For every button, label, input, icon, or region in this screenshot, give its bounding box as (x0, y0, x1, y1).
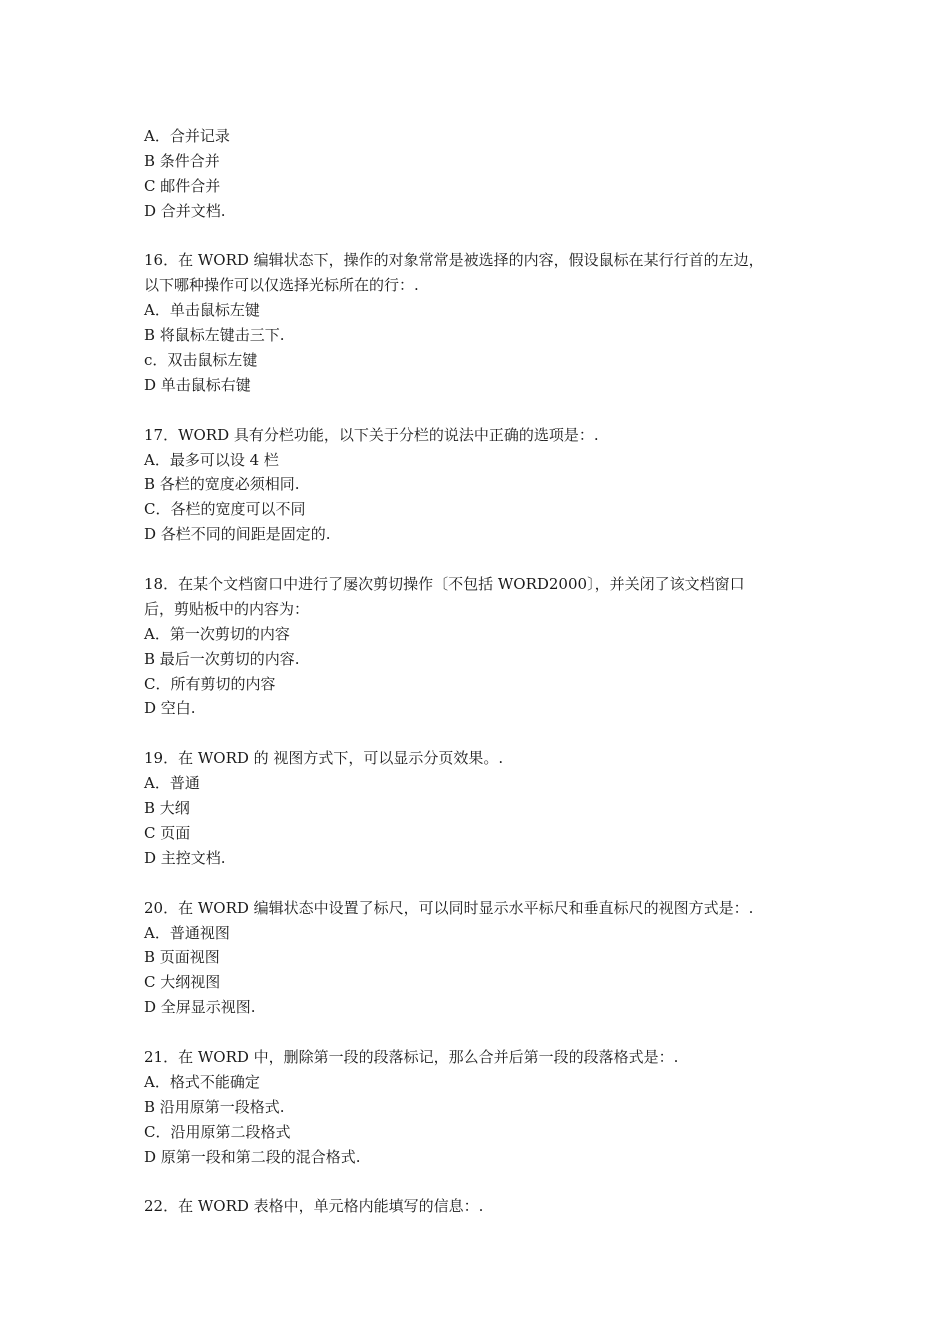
spacer (144, 547, 824, 572)
option-line: C．沿用原第二段格式 (144, 1122, 291, 1141)
option-line: B 条件合并 (144, 151, 220, 170)
spacer (144, 1169, 824, 1194)
option-line: B 大纲 (144, 799, 190, 818)
question-22 (144, 1194, 824, 1219)
option-line: A．合并记录 (144, 127, 230, 145)
question-stem: 16．在 WORD 编辑状态下，操作的对象常常是被选择的内容，假设鼠标在某行行首的左边， (144, 251, 764, 270)
option-line: D 空白. (144, 699, 196, 718)
question-stem: 17．WORD 具有分栏功能，以下关于分栏的说法中正确的选项是：. (144, 425, 599, 444)
option-line: C．各栏的宽度可以不同 (144, 500, 306, 519)
option-line: A．第一次剪切的内容 (144, 624, 290, 643)
lead-options (144, 124, 824, 224)
option-line: B 沿用原第一段格式. (144, 1097, 285, 1116)
option-line: D 合并文档. (144, 201, 226, 220)
question-stem: 20．在 WORD 编辑状态中设置了标尺，可以同时显示水平标尺和垂直标尺的视图方式是：. (144, 898, 754, 917)
spacer (144, 871, 824, 896)
option-line: B 最后一次剪切的内容. (144, 649, 300, 668)
option-line: B 页面视图 (144, 948, 220, 967)
option-line: D 主控文档. (144, 848, 226, 867)
option-line: D 各栏不同的间距是固定的. (144, 525, 331, 544)
document-page (144, 124, 824, 1219)
spacer (144, 1020, 824, 1045)
option-line: c．双击鼠标左键 (144, 351, 258, 370)
option-line: C．所有剪切的内容 (144, 674, 276, 693)
spacer (144, 224, 824, 249)
question-17 (144, 423, 824, 547)
question-21 (144, 1045, 824, 1169)
option-line: B 各栏的宽度必须相同. (144, 475, 300, 494)
spacer (144, 398, 824, 423)
option-line: A．普通 (144, 774, 200, 793)
question-stem: 22．在 WORD 表格中，单元格内能填写的信息：. (144, 1197, 484, 1216)
option-line: A．格式不能确定 (144, 1072, 260, 1091)
question-stem: 19．在 WORD 的 视图方式下，可以显示分页效果。. (144, 749, 504, 768)
option-line: B 将鼠标左键击三下. (144, 326, 285, 345)
option-line: D 全屏显示视图. (144, 998, 256, 1017)
option-line: C 邮件合并 (144, 176, 221, 195)
question-stem: 以下哪种操作可以仅选择光标所在的行：. (144, 276, 419, 295)
option-line: A．单击鼠标左键 (144, 301, 260, 320)
option-line: D 原第一段和第二段的混合格式. (144, 1147, 361, 1166)
question-19 (144, 746, 824, 870)
option-line: C 大纲视图 (144, 973, 221, 992)
option-line: D 单击鼠标右键 (144, 375, 251, 394)
option-line: A．最多可以设 4 栏 (144, 450, 279, 469)
question-stem: 后，剪贴板中的内容为： (144, 599, 310, 618)
question-stem: 18．在某个文档窗口中进行了屡次剪切操作〔不包括 WORD2000〕，并关闭了该文档窗口 (144, 575, 745, 594)
option-line: A．普通视图 (144, 923, 230, 942)
question-18 (144, 572, 824, 721)
question-stem: 21．在 WORD 中，删除第一段的段落标记，那么合并后第一段的段落格式是：. (144, 1047, 679, 1066)
option-line: C 页面 (144, 823, 191, 842)
question-20 (144, 896, 824, 1020)
question-16 (144, 248, 824, 397)
spacer (144, 721, 824, 746)
